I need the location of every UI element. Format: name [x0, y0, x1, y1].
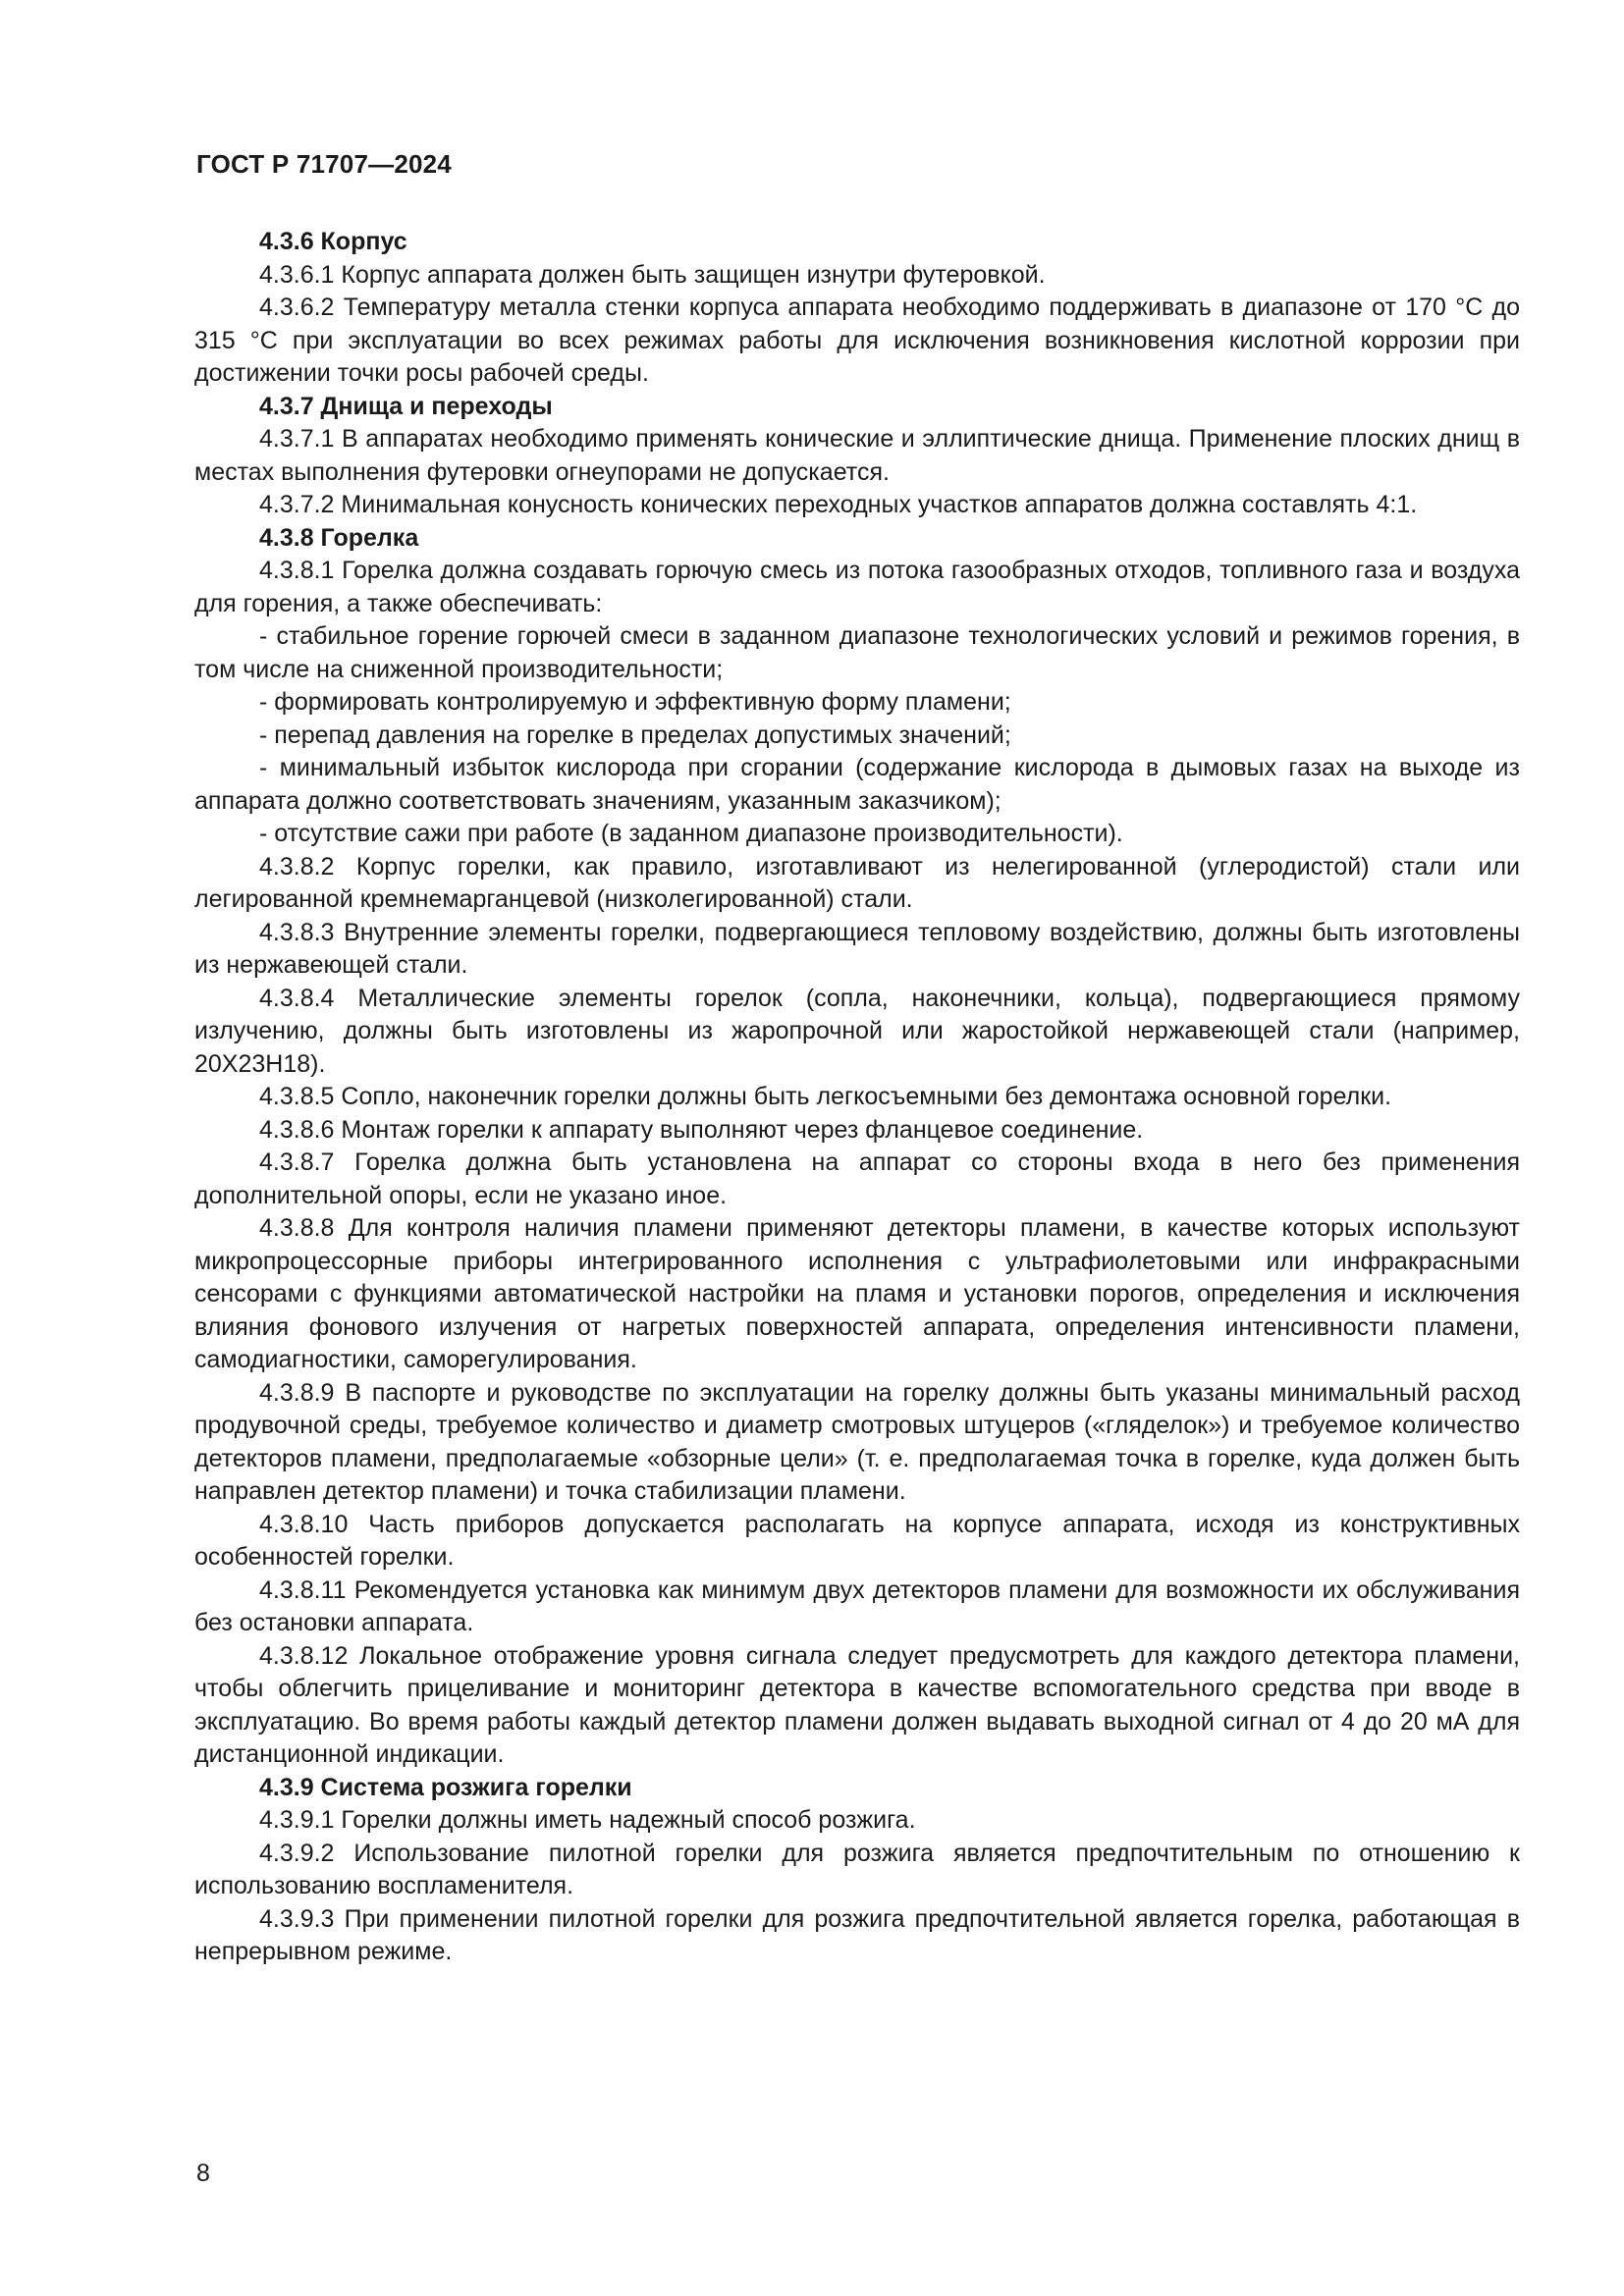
page-number: 8	[196, 2160, 210, 2187]
paragraph-4-3-8-10: 4.3.8.10 Часть приборов допускается располагать на корпусе аппарата, исходя из конструктивных особенностей горелки.	[194, 1510, 1520, 1571]
paragraph-4-3-8-8: 4.3.8.8 Для контроля наличия пламени применяют детекторы пламени, в качестве которых используют микропроцессорные приборы интегрированного исполнения с ультрафиолетовыми или инфракрасными сенсорами с функциями автоматической настройки на пламя и установки порогов, определения и исключения влияния фонового излучения от нагретых поверхностей аппарата, определения интенсивности пламени, самодиагностики, саморегулирования.	[194, 1214, 1520, 1373]
paragraph-4-3-8-5: 4.3.8.5 Сопло, наконечник горелки должны быть легкосъемными без демонтажа основной горелки.	[259, 1083, 1392, 1110]
paragraph-4-3-6-1: 4.3.6.1 Корпус аппарата должен быть защищен изнутри футеровкой.	[259, 260, 1046, 289]
list-item: - отсутствие сажи при работе (в заданном диапазоне производительности).	[259, 820, 1123, 847]
paragraph-4-3-8-4: 4.3.8.4 Металлические элементы горелок (сопла, наконечники, кольца), подвергающиеся прямому излучению, должны быть изготовлены из жаропрочной или жаростойкой нержавеющей стали (например, 20Х23Н18).	[194, 984, 1520, 1078]
paragraph-4-3-8-1: 4.3.8.1 Горелка должна создавать горючую смесь из потока газообразных отходов, топливного газа и воздуха для горения, а также обеспечивать:	[194, 557, 1520, 617]
paragraph-4-3-9-1: 4.3.9.1 Горелки должны иметь надежный способ розжига.	[259, 1806, 916, 1834]
paragraph-4-3-9-3: 4.3.9.3 При применении пилотной горелки для розжига предпочтительной является горелка, работающая в непрерывном режиме.	[194, 1904, 1520, 1965]
paragraph-4-3-6-2: 4.3.6.2 Температуру металла стенки корпуса аппарата необходимо поддерживать в диапазоне от 170 °C до 315 °C при эксплуатации во всех режимах работы для исключения возникновения кислотной коррозии при достижении точки росы рабочей среды.	[194, 294, 1520, 387]
list-item: - стабильное горение горючей смеси в заданном диапазоне технологических условий и режимов горения, в том числе на сниженной производительности;	[194, 622, 1520, 683]
paragraph-4-3-8-6: 4.3.8.6 Монтаж горелки к аппарату выполняют через фланцевое соединение.	[259, 1115, 1144, 1144]
section-heading-4-3-6: 4.3.6 Корпус	[259, 228, 407, 255]
paragraph-4-3-8-7: 4.3.8.7 Горелка должна быть установлена на аппарат со стороны входа в него без применения дополнительной опоры, если не указано иное.	[194, 1148, 1520, 1209]
paragraph-4-3-8-9: 4.3.8.9 В паспорте и руководстве по эксплуатации на горелку должны быть указаны минимальный расход продувочной среды, требуемое количество и диаметр смотровых штуцеров («гляделок») и требуемое количество детекторов пламени, предполагаемые «обзорные цели» (т. е. предполагаемая точка в горелке, куда должен быть направлен детектор пламени) и точка стабилизации пламени.	[194, 1378, 1520, 1505]
paragraph-4-3-8-2: 4.3.8.2 Корпус горелки, как правило, изготавливают из нелегированной (углеродистой) стали или легированной кремнемарганцевой (низколегированной) стали.	[194, 852, 1520, 913]
document-code-header: ГОСТ Р 71707—2024	[196, 149, 452, 179]
paragraph-4-3-8-12: 4.3.8.12 Локальное отображение уровня сигнала следует предусмотреть для каждого детектора пламени, чтобы облегчить прицеливание и мониторинг детектора в качестве вспомогательного средства при вводе в эксплуатацию. Во время работы каждый детектор пламени должен выдавать выходной сигнал от 4 до 20 мА для дистанционной индикации.	[194, 1641, 1520, 1768]
paragraph-4-3-7-1: 4.3.7.1 В аппаратах необходимо применять конические и эллиптические днища. Применение плоских днищ в местах выполнения футеровки огнеупорами не допускается.	[194, 425, 1520, 486]
section-heading-4-3-7: 4.3.7 Днища и переходы	[259, 392, 553, 420]
section-heading-4-3-9: 4.3.9 Система розжига горелки	[259, 1773, 632, 1801]
section-heading-4-3-8: 4.3.8 Горелка	[259, 523, 419, 552]
list-item: - формировать контролируемую и эффективную форму пламени;	[259, 688, 1011, 716]
paragraph-4-3-8-11: 4.3.8.11 Рекомендуется установка как минимум двух детекторов пламени для возможности их обслуживания без остановки аппарата.	[194, 1575, 1520, 1636]
paragraph-4-3-9-2: 4.3.9.2 Использование пилотной горелки для розжига является предпочтительным по отношению к использованию воспламенителя.	[194, 1839, 1520, 1899]
list-item: - перепад давления на горелке в пределах допустимых значений;	[259, 721, 1011, 749]
list-item: - минимальный избыток кислорода при сгорании (содержание кислорода в дымовых газах на выходе из аппарата должно соответствовать значениям, указанным заказчиком);	[194, 754, 1520, 815]
paragraph-4-3-7-2: 4.3.7.2 Минимальная конусность конических переходных участков аппаратов должна составлять 4:1.	[259, 491, 1418, 518]
document-body	[194, 226, 1520, 1969]
paragraph-4-3-8-3: 4.3.8.3 Внутренние элементы горелки, подвергающиеся тепловому воздействию, должны быть изготовлены из нержавеющей стали.	[194, 918, 1520, 979]
